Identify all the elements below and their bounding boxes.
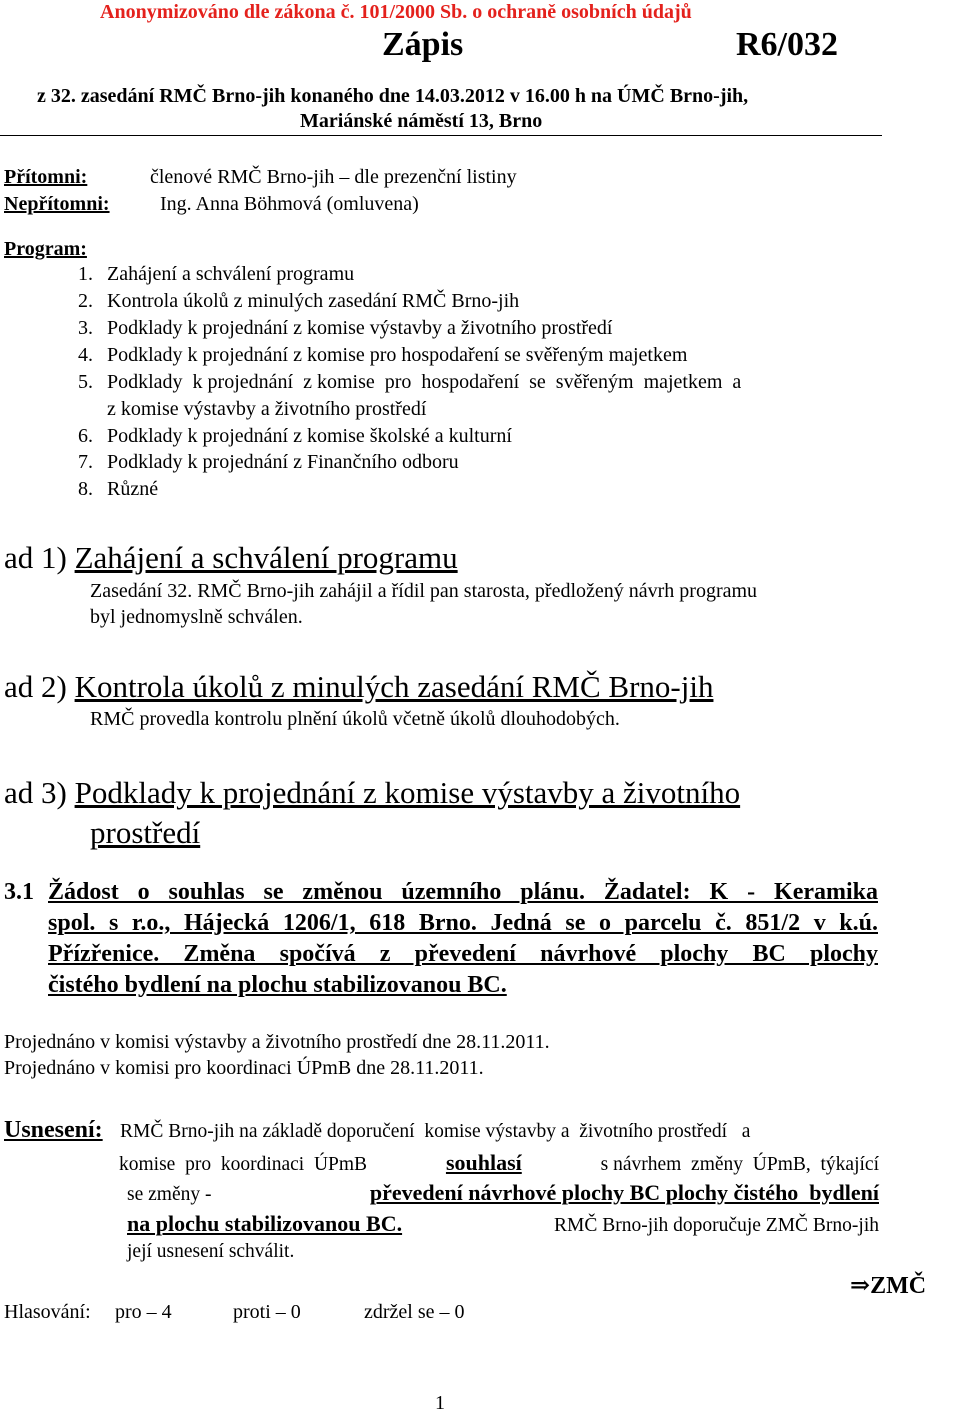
program-item-number: 5. <box>78 371 93 393</box>
arrow-right-icon: ⇒ <box>850 1273 871 1299</box>
program-item-text: Podklady k projednání z komise pro hospodaření se svěřeným majetkem a <box>107 371 742 393</box>
resolution-line2-end: s návrhem změny ÚPmB, týkající <box>600 1154 879 1175</box>
program-item-text: Kontrola úkolů z minulých zasedání RMČ Brno-jih <box>107 290 520 312</box>
program-item <box>0 451 960 475</box>
resolution-line3-start: se změny - <box>127 1184 212 1205</box>
program-item-number: 7. <box>78 451 93 473</box>
voting-against: proti – 0 <box>233 1301 301 1323</box>
resolution-line4-bold: na plochu stabilizovanou BC. <box>127 1211 403 1236</box>
resolution-forward <box>850 1270 926 1300</box>
page-number: 1 <box>435 1392 445 1414</box>
program-item-text: Podklady k projednání z Finančního odboru <box>107 451 459 473</box>
absent-value: Ing. Anna Böhmová (omluvena) <box>160 193 419 215</box>
item-3-1-title-line1: Žádost o souhlas se změnou územního plánu. Žadatel: K - Keramika <box>48 879 878 905</box>
resolution-line2 <box>119 1150 879 1180</box>
absent-label: Nepřítomni: <box>4 193 110 215</box>
anonymization-notice: Anonymizováno dle zákona č. 101/2000 Sb. o ochraně osobních údajů <box>100 1 692 23</box>
program-item-number: 2. <box>78 290 93 312</box>
program-item <box>0 263 960 287</box>
program-label: Program: <box>4 238 87 260</box>
item-3-1-title-line4: čistého bydlení na plochu stabilizovanou BC. <box>48 972 507 998</box>
program-item <box>0 317 960 341</box>
discussed-committee-1: Projednáno v komisi výstavby a životního prostředí dne 28.11.2011. <box>4 1031 550 1053</box>
program-item-text: Podklady k projednání z komise výstavby a životního prostředí <box>107 317 613 339</box>
section-title: Podklady k projednání z komise výstavby a životního <box>74 775 741 810</box>
section-ad2-body: RMČ provedla kontrolu plnění úkolů včetně úkolů dlouhodobých. <box>90 708 620 730</box>
resolution-approves: souhlasí <box>445 1150 522 1175</box>
program-item-number: 3. <box>78 317 93 339</box>
voting-for: pro – 4 <box>115 1301 172 1323</box>
resolution-line5: její usnesení schválit. <box>127 1241 295 1262</box>
item-3-1-title-line3: Přízřenice. Změna spočívá z převedení návrhové plochy BC plochy <box>48 941 878 967</box>
program-item <box>0 344 960 368</box>
present-value: členové RMČ Brno-jih – dle prezenční listiny <box>150 166 517 188</box>
program-item-number: 4. <box>78 344 93 366</box>
item-3-1-number: 3.1 <box>4 879 34 905</box>
discussed-committee-2: Projednáno v komisi pro koordinaci ÚPmB dne 28.11.2011. <box>4 1057 484 1079</box>
resolution-line1: RMČ Brno-jih na základě doporučení komise výstavby a životního prostředí a <box>120 1121 751 1142</box>
program-item-number: 6. <box>78 425 93 447</box>
meeting-info-line1: z 32. zasedání RMČ Brno-jih konaného dne 14.03.2012 v 16.00 h na ÚMČ Brno-jih, <box>37 85 749 107</box>
resolution-line3-bold: převedení návrhové plochy BC plochy čistého bydlení <box>369 1180 879 1205</box>
voting-abstain: zdržel se – 0 <box>364 1301 465 1323</box>
section-prefix: ad 2) <box>4 669 67 704</box>
section-ad1-heading <box>4 540 458 576</box>
resolution-line4 <box>127 1211 879 1241</box>
resolution-line2-start: komise pro koordinaci ÚPmB <box>119 1154 368 1175</box>
header-divider <box>0 135 882 136</box>
program-item <box>0 478 960 502</box>
program-item-text: Podklady k projednání z komise školské a kulturní <box>107 425 512 447</box>
resolution-label: Usnesení: <box>4 1117 103 1143</box>
program-item-text: Podklady k projednání z komise pro hospodaření se svěřeným majetkem <box>107 344 688 366</box>
item-3-1-title-line2: spol. s r.o., Hájecká 1206/1, 618 Brno. Jedná se o parcelu č. 851/2 v k.ú. <box>48 910 878 936</box>
section-prefix: ad 1) <box>4 540 67 575</box>
section-title: Zahájení a schválení programu <box>74 540 458 575</box>
program-item-number: 1. <box>78 263 93 285</box>
section-ad1-body-line2: byl jednomyslně schválen. <box>90 606 303 628</box>
voting-label: Hlasování: <box>4 1301 91 1323</box>
program-item-text: Zahájení a schválení programu <box>107 263 355 285</box>
resolution-line3 <box>127 1180 879 1210</box>
section-title: Kontrola úkolů z minulých zasedání RMČ Brno-jih <box>74 669 714 704</box>
program-item-text-continued: z komise výstavby a životního prostředí <box>107 398 427 420</box>
present-label: Přítomni: <box>4 166 88 188</box>
program-item <box>0 425 960 449</box>
resolution-target: ZMČ <box>870 1273 927 1299</box>
program-item-text: Různé <box>107 478 159 500</box>
section-ad1-body-line1: Zasedání 32. RMČ Brno-jih zahájil a řídil pan starosta, předložený návrh programu <box>90 580 758 602</box>
document-number: R6/032 <box>736 26 838 63</box>
document-title: Zápis <box>382 26 464 63</box>
section-ad2-heading <box>4 669 713 705</box>
program-item-number: 8. <box>78 478 93 500</box>
section-ad3-heading <box>4 775 740 811</box>
meeting-info-line2: Mariánské náměstí 13, Brno <box>300 110 543 132</box>
program-item <box>0 371 960 421</box>
section-prefix: ad 3) <box>4 775 67 810</box>
section-ad3-heading-continued: prostředí <box>90 815 201 850</box>
resolution-line4-end: RMČ Brno-jih doporučuje ZMČ Brno-jih <box>554 1215 879 1236</box>
program-item <box>0 290 960 314</box>
